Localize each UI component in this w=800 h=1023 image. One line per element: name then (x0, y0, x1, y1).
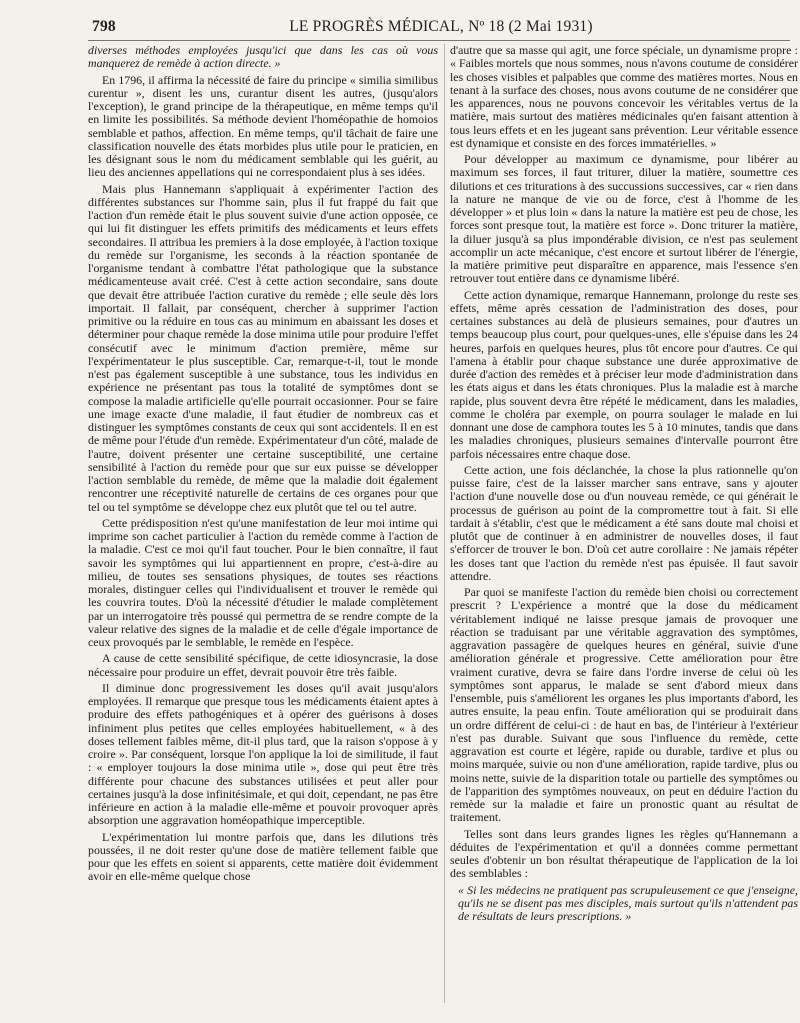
paragraph: diverses méthodes employées jusqu'ici que dans les cas où vous manquerez de remède à action directe. » (88, 44, 438, 71)
paragraph: A cause de cette sensibilité spécifique, de cette idiosyncrasie, la dose nécessaire pour produire un effet, devrait pouvoir être très faible. (88, 651, 438, 679)
paragraph: L'expérimentation lui montre parfois que, dans les dilutions très poussées, il ne doit rester qu'une dose de matière tellement faible que pour que les effets en soient si apparents, cette matière doit évidemment avoir en elle-même quelque chose (88, 829, 438, 884)
running-title: LE PROGRÈS MÉDICAL, Nº 18 (2 Mai 1931) (289, 18, 593, 35)
left-column (88, 44, 438, 1015)
header-rule (88, 40, 790, 41)
paragraph: En 1796, il affirma la nécessité de faire du principe « similia similibus curentur », disent les uns, curantur disent les autres, (jusqu'alors l'exception), le grand principe de la thérapeutique, en même temps qu'il en limite les possibilités. Sa méthode devient l'homéopathie de homoios semblable et pathos, affection. En même temps, qu'il tâchait de faire une classification nouvelle des états morbides plus utile pour le praticien, en les désignant sous le nom du médicament semblable qui les guérit, au lieu des anciennes appellations qui ne correspondaient plus à ses idées. (88, 72, 438, 180)
closing-quote: « Si les médecins ne pratiquent pas scrupuleusement ce que j'enseigne, qu'ils ne se disent pas mes disciples, mais surtout qu'ils n'attendent pas de résultats de leurs prescriptions. » (458, 882, 798, 923)
paragraph: Pour développer au maximum ce dynamisme, pour libérer au maximum ses forces, il faut triturer, diluer la matière, soumettre ces dilutions et ces triturations à des succussions successives, car « rien dans la nature ne manque de vie ou de force, c'est à l'homme de les développer » et plus loin « dans la nature la matière est peu de chose, les forces sont presque tout, la matière est force ». Donc triturer la matière, la diluer jusqu'à sa plus impondérable division, ce n'est pas seulement accomplir un acte mécanique, c'est encore et surtout libérer de l'énergie, la matière primitive peut disparaître en apparence, mais l'essence s'en retrouver tout entière dans ce dynamisme libéré. (450, 152, 798, 286)
paragraph: Cette prédisposition n'est qu'une manifestation de leur moi intime qui imprime son cachet particulier à l'action du remède comme à l'action de la maladie. C'est ce moi qu'il faut toucher. Pour le bien connaître, il faut savoir les symptômes qui lui appartiennent en propre, c'est-à-dire au milieu, de toutes ses sensations physiques, de toutes ses réactions morales, distinguer celles qui l'individualisent et trouver le remède qui les couvrira toutes. D'où la nécessité d'étudier le malade complètement par un interrogatoire très poussé qui permettra de se rendre compte de la valeur relative des signes de la maladie et de celle d'égale importance de ceux provoqués par le semblable, le remède en l'espèce. (88, 515, 438, 649)
paragraph: Cette action dynamique, remarque Hannemann, prolonge du reste ses effets, même après cessation de l'administration des doses, pour certaines substances au delà de plusieurs semaines, pour d'autres un temps beaucoup plus court, pour quelques-unes, elle s'épuise dans les 24 heures, parfois en quelques heures, plus tôt encore pour d'autres. Ce qui l'amena à établir pour chaque substance une durée approximative de durée d'action des remèdes et à préciser leur mode d'administration dans les états aigus et dans les états chroniques. Plus la maladie est à marche rapide, plus souvent devra être répété le médicament, dans les maladies, comme le choléra par exemple, on pourra soulager le malade en lui donnant une dose de camphora toutes les 5 à 10 minutes, tandis que dans les maladies chroniques, plusieurs semaines d'intervalle pourront être parfois nécessaires entre chaque dose. (450, 287, 798, 461)
paragraph: Telles sont dans leurs grandes lignes les règles qu'Hannemann a déduites de l'expérimentation et qu'il a données comme permettant seules d'obtenir un bon résultat thérapeutique de l'application de la loi des semblables : (450, 826, 798, 881)
paragraph: Il diminue donc progressivement les doses qu'il avait jusqu'alors employées. Il remarque que presque tous les médicaments étaient aptes à produire des effets pathogéniques et à opérer des guérisons à doses infiniment plus petites que celles employées habituellement, « à des doses tellement faibles même, dit-il plus tard, que la raison s'oppose à y croire ». Par conséquent, lorsque l'on applique la loi de similitude, il faut : « employer toujours la dose minima utile », dose qui peut être très différente pour chacune des substances utilisées et peut aller pour certaines jusqu'à la dose infinitésimale, et qui doit, cependant, ne pas être inférieure en action à la maladie elle-même et pouvoir provoquer après absorption une aggravation homéopathique imperceptible. (88, 680, 438, 828)
page-header (92, 18, 790, 40)
page-number: 798 (92, 18, 116, 35)
column-divider (444, 44, 445, 1003)
paragraph: Cette action, une fois déclanchée, la chose la plus rationnelle qu'on puisse faire, c'est de la laisser marcher sans entrave, sans y ajouter l'action d'une nouvelle dose ou d'un nouveau remède, ce qui générait le processus de guérison au point de la compromettre tout à fait. Si elle tardait à s'établir, c'est que le médicament a été sans doute mal choisi et plutôt que de continuer à en administrer de nouvelles doses, il faut s'efforcer de trouver le bon. D'où cet autre corollaire : Ne jamais répéter les doses tant que l'action du remède n'est pas épuisée. Il faut savoir attendre. (450, 462, 798, 583)
paragraph: Par quoi se manifeste l'action du remède bien choisi ou correctement prescrit ? L'expérience a montré que la dose du médicament véritablement indiqué ne laisse presque jamais de provoquer une réaction se traduisant par une véritable aggravation des symptômes, aggravation passagère de quelques heures en général, suivie d'une amélioration générale et progressive. Cette amélioration pour être vraiment curative, devra se faire dans l'ordre inverse de celui où les symptômes sont apparus, le malade se sent d'abord mieux dans l'ensemble, puis s'améliorent les organes les plus importants d'abord, les autres ensuite, la peau enfin. Toute amélioration qui se produirait dans un ordre différent de celui-ci : de haut en bas, de l'intérieur à l'extérieur n'est pas durable. Suivant que sous l'influence du remède, cette aggravation est courte et légère, rapide ou durable, tardive et plus ou moins marquée, suivie ou non d'une amélioration, rapide tardive, plus ou moins nette, suivie de la disparition totale ou partielle des symptômes ou de l'apparition des symptômes nouveaux, on peut en déduire l'action du remède sur la maladie et faire un pronostic quant au résultat de traitement. (450, 585, 798, 825)
right-column (450, 44, 798, 1015)
paragraph: d'autre que sa masse qui agit, une force spéciale, un dynamisme propre : « Faibles mortels que nous sommes, nous n'avons coutume de considérer les choses visibles et palpables que comme des matières mortes. Nous en tenant à la surface des choses, nous avons coutume de ne considérer que les apparences, nous ne pouvons concevoir les véritables vertus de la matière, mais surtout des matières médicinales qu'en faisant attention à tous leurs effets et en les jugeant sans prévention. Leur véritable essence est dynamique et consiste en des forces immatérielles. » (450, 44, 798, 150)
paragraph: Mais plus Hannemann s'appliquait à expérimenter l'action des différentes substances sur l'homme sain, plus il fut frappé du fait que l'action d'un remède était le plus souvent suivie d'une action opposée, ce qui lui fit distinguer les effets primitifs des médicaments et leurs effets secondaires. Il attribua les premiers à la dose employée, à l'action toxique du remède sur l'organisme, les seconds à la réaction spontanée de l'organisme tendant à combattre l'état pathologique que la substance médicamenteuse avait créé. C'est à cette action secondaire, sans doute que devait être attribuée l'action curative du remède ; elle seule dès lors importait. Il fallait, par conséquent, chercher à supprimer l'action primitive ou la réduire en tous cas au minimum en abaissant les doses et déterminer pour chaque remède la dose minima utile pour produire l'effet consécutif avec le minimum d'action première, même sur l'expérimentateur le plus susceptible. Car, remarque-t-il, tout le monde n'est pas également susceptible à une substance, tous les individus en expérience ne présentant pas tous la totalité de symptômes dont se compose la maladie artificielle qu'elle pourrait occasionner. Pour se faire une image exacte d'une maladie, il faut étudier de nombreux cas et distinguer les symptômes constants de ceux qui sont accidentels. Il en est de même pour l'étude d'un remède. Expérimentateur d'un côté, malade de l'autre, doivent présenter une certaine susceptibilité, une certaine sensibilité à l'action du remède pour que sur eux puisse se développer l'action semblable du remède, de même que la maladie doit également rencontrer une réceptivité naturelle de certains de ces organes pour que tel ou tel symptôme se développe chez eux plutôt que tel ou tel autre. (88, 181, 438, 514)
